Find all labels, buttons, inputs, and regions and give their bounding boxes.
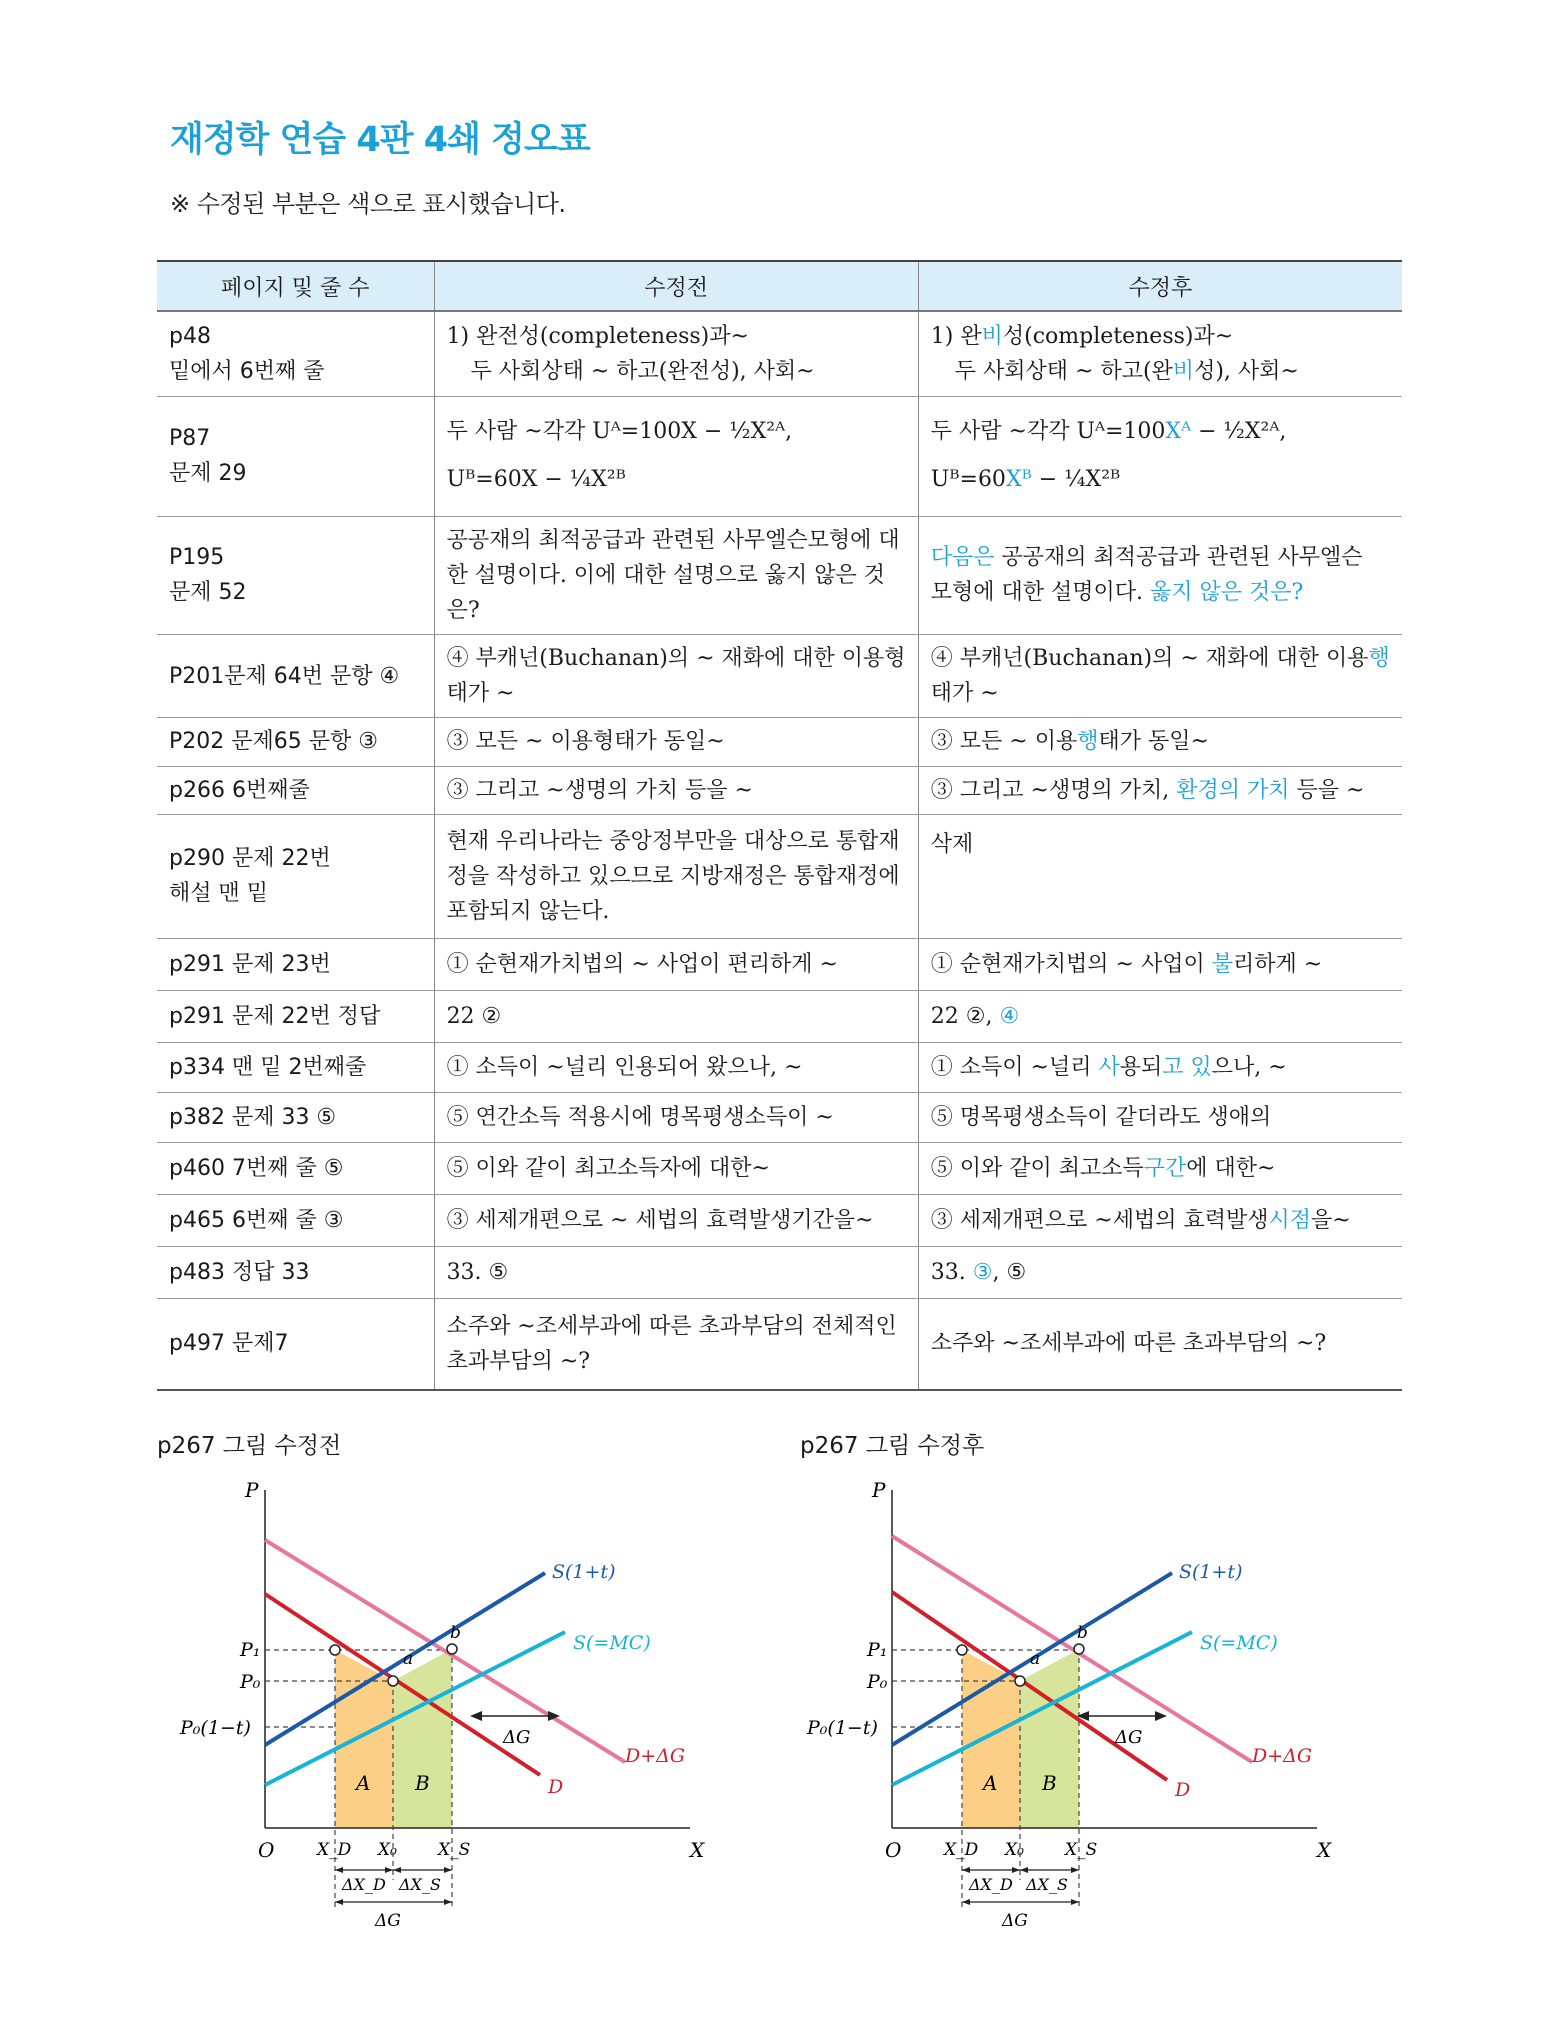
label-p: P (245, 1478, 259, 1502)
row-location: p497 문제7 (157, 1298, 434, 1390)
row-before: ③ 그리고 ~생명의 가치 등을 ~ (434, 766, 918, 814)
row-location: p483 정답 33 (157, 1246, 434, 1298)
row-after: 두 사람 ~각각 Uᴬ=100Xᴬ − ½X²ᴬ, Uᴮ=60Xᴮ − ¼X²ᴮ (918, 396, 1402, 516)
label-origin: O (258, 1838, 275, 1862)
figure-caption-before: p267 그림 수정전 (157, 1433, 342, 1459)
arrow-head (962, 1899, 970, 1905)
table-row (157, 1142, 1402, 1194)
label-a: a (403, 1649, 414, 1669)
label-x: X (1317, 1838, 1332, 1862)
area-a (962, 1650, 1020, 1828)
label-p: P (872, 1478, 886, 1502)
row-before: ⑤ 연간소득 적용시에 명목평생소득이 ~ (434, 1092, 918, 1142)
label-d: D (548, 1776, 564, 1798)
row-before: 22 ② (434, 990, 918, 1042)
header-before: 수정전 (434, 261, 918, 311)
row-location: p291 문제 23번 (157, 938, 434, 990)
label-area-a: A (356, 1771, 371, 1795)
table-row (157, 766, 1402, 814)
label-p0: P₀ (867, 1671, 888, 1693)
row-after: ④ 부캐넌(Buchanan)의 ~ 재화에 대한 이용행태가 ~ (918, 635, 1402, 718)
label-x0: X₀ (378, 1840, 397, 1860)
label-xd: X_D (944, 1840, 979, 1860)
label-origin: O (885, 1838, 902, 1862)
table-row (157, 814, 1402, 938)
label-s1t: S(1+t) (552, 1561, 616, 1583)
table-row (157, 718, 1402, 766)
label-dxs: ΔX_S (399, 1875, 441, 1894)
arrow-head (962, 1867, 970, 1873)
row-before: 현재 우리나라는 중앙정부만을 대상으로 통합재정을 작성하고 있으므로 지방재정은 통합재정에 포함되지 않는다. (434, 814, 918, 938)
label-delta-g: ΔG (1115, 1727, 1143, 1748)
arrow-head (444, 1867, 452, 1873)
row-after: ③ 모든 ~ 이용행태가 동일~ (918, 718, 1402, 766)
point-b (1074, 1644, 1084, 1654)
row-location: p334 맨 밑 2번째줄 (157, 1042, 434, 1092)
row-before: 1) 완전성(completeness)과~ 두 사회상태 ~ 하고(완전성), 사회~ (434, 311, 918, 396)
label-p1: P₁ (867, 1639, 888, 1661)
figure-after (797, 1470, 1357, 1950)
point-a (1015, 1676, 1025, 1686)
arrow-head (1012, 1867, 1020, 1873)
label-d: D (1175, 1779, 1191, 1801)
row-after: 1) 완비성(completeness)과~ 두 사회상태 ~ 하고(완비성), 사회~ (918, 311, 1402, 396)
point-p1 (330, 1645, 340, 1655)
row-location: P87 문제 29 (157, 396, 434, 516)
row-before: ③ 세제개편으로 ~ 세법의 효력발생기간을~ (434, 1194, 918, 1246)
row-location: P201문제 64번 문항 ④ (157, 635, 434, 718)
row-before: 두 사람 ~각각 Uᴬ=100X − ½X²ᴬ, Uᴮ=60X − ¼X²ᴮ (434, 396, 918, 516)
figure-before (170, 1470, 730, 1950)
table-header-row (157, 261, 1402, 311)
label-dg: D+ΔG (625, 1745, 686, 1767)
page-title: 재정학 연습 4판 4쇄 정오표 (170, 120, 590, 160)
table-row (157, 990, 1402, 1042)
row-after: ① 소득이 ~널리 사용되고 있으나, ~ (918, 1042, 1402, 1092)
table-row (157, 1298, 1402, 1390)
arrow-right (1155, 1711, 1167, 1721)
label-x0: X₀ (1005, 1840, 1024, 1860)
row-location: p266 6번째줄 (157, 766, 434, 814)
label-area-b: B (415, 1771, 430, 1795)
table-row (157, 396, 1402, 516)
label-dg-bottom: ΔG (1002, 1911, 1028, 1931)
label-dxd: ΔX_D (342, 1875, 386, 1894)
row-location: p465 6번째 줄 ③ (157, 1194, 434, 1246)
errata-table (157, 260, 1402, 1391)
row-before: ⑤ 이와 같이 최고소득자에 대한~ (434, 1142, 918, 1194)
row-after: 소주와 ~조세부과에 따른 초과부담의 ~? (918, 1298, 1402, 1390)
row-location: p48 밑에서 6번째 줄 (157, 311, 434, 396)
label-smc: S(=MC) (573, 1632, 651, 1654)
label-xs: X_S (438, 1840, 471, 1860)
label-area-b: B (1042, 1771, 1057, 1795)
area-b (1020, 1649, 1079, 1828)
row-location: P195 문제 52 (157, 516, 434, 635)
row-after: ③ 그리고 ~생명의 가치, 환경의 가치 등을 ~ (918, 766, 1402, 814)
row-before: 33. ⑤ (434, 1246, 918, 1298)
label-b: b (450, 1623, 461, 1643)
row-before: ④ 부캐넌(Buchanan)의 ~ 재화에 대한 이용형태가 ~ (434, 635, 918, 718)
arrow-head (1071, 1867, 1079, 1873)
row-after: ③ 세제개편으로 ~세법의 효력발생시점을~ (918, 1194, 1402, 1246)
table-row (157, 938, 1402, 990)
row-after: ⑤ 명목평생소득이 같더라도 생애의 (918, 1092, 1402, 1142)
label-p0t: P₀(1−t) (807, 1717, 878, 1739)
row-location: p290 문제 22번 해설 맨 밑 (157, 814, 434, 938)
arrow-head (1071, 1899, 1079, 1905)
point-a (388, 1676, 398, 1686)
label-xs: X_S (1065, 1840, 1098, 1860)
label-a: a (1030, 1649, 1041, 1669)
row-before: ① 순현재가치법의 ~ 사업이 편리하게 ~ (434, 938, 918, 990)
label-b: b (1077, 1623, 1088, 1643)
row-location: p291 문제 22번 정답 (157, 990, 434, 1042)
label-area-a: A (983, 1771, 998, 1795)
area-b (393, 1649, 452, 1828)
row-after: 22 ②, ④ (918, 990, 1402, 1042)
arrow-head (335, 1867, 343, 1873)
point-b (447, 1644, 457, 1654)
label-dg-bottom: ΔG (375, 1911, 401, 1931)
arrow-head (335, 1899, 343, 1905)
row-before: ① 소득이 ~널리 인용되어 왔으나, ~ (434, 1042, 918, 1092)
label-s1t: S(1+t) (1179, 1561, 1243, 1583)
row-after: ⑤ 이와 같이 최고소득구간에 대한~ (918, 1142, 1402, 1194)
header-location: 페이지 및 줄 수 (157, 261, 434, 311)
label-smc: S(=MC) (1200, 1632, 1278, 1654)
row-after: 다음은 공공재의 최적공급과 관련된 사무엘슨 모형에 대한 설명이다. 옳지 않은 것은? (918, 516, 1402, 635)
point-p1 (957, 1645, 967, 1655)
row-location: P202 문제65 문항 ③ (157, 718, 434, 766)
table-row (157, 1092, 1402, 1142)
label-dg: D+ΔG (1252, 1745, 1313, 1767)
table-row (157, 1246, 1402, 1298)
row-before: 소주와 ~조세부과에 따른 초과부담의 전체적인 초과부담의 ~? (434, 1298, 918, 1390)
arrow-head (385, 1867, 393, 1873)
row-location: p460 7번째 줄 ⑤ (157, 1142, 434, 1194)
arrow-left (470, 1711, 482, 1721)
arrow-head (444, 1899, 452, 1905)
label-dxs: ΔX_S (1026, 1875, 1068, 1894)
row-after: ① 순현재가치법의 ~ 사업이 불리하게 ~ (918, 938, 1402, 990)
table-row (157, 1194, 1402, 1246)
row-after: 33. ③, ⑤ (918, 1246, 1402, 1298)
label-xd: X_D (317, 1840, 352, 1860)
table-row (157, 1042, 1402, 1092)
row-location: p382 문제 33 ⑤ (157, 1092, 434, 1142)
label-x: X (690, 1838, 705, 1862)
label-delta-g: ΔG (503, 1727, 531, 1748)
row-before: 공공재의 최적공급과 관련된 사무엘슨모형에 대한 설명이다. 이에 대한 설명으로 옳지 않은 것은? (434, 516, 918, 635)
row-before: ③ 모든 ~ 이용형태가 동일~ (434, 718, 918, 766)
table-row (157, 516, 1402, 635)
area-a (335, 1650, 393, 1828)
arrow-head (1020, 1867, 1028, 1873)
table-row (157, 635, 1402, 718)
note-text: ※ 수정된 부분은 색으로 표시했습니다. (170, 190, 566, 218)
table-row (157, 311, 1402, 396)
arrow-head (393, 1867, 401, 1873)
label-dxd: ΔX_D (969, 1875, 1013, 1894)
label-p0: P₀ (240, 1671, 261, 1693)
label-p0t: P₀(1−t) (180, 1717, 251, 1739)
header-after: 수정후 (918, 261, 1402, 311)
row-after: 삭제 (918, 814, 1402, 938)
figure-caption-after: p267 그림 수정후 (800, 1433, 985, 1459)
label-p1: P₁ (240, 1639, 261, 1661)
